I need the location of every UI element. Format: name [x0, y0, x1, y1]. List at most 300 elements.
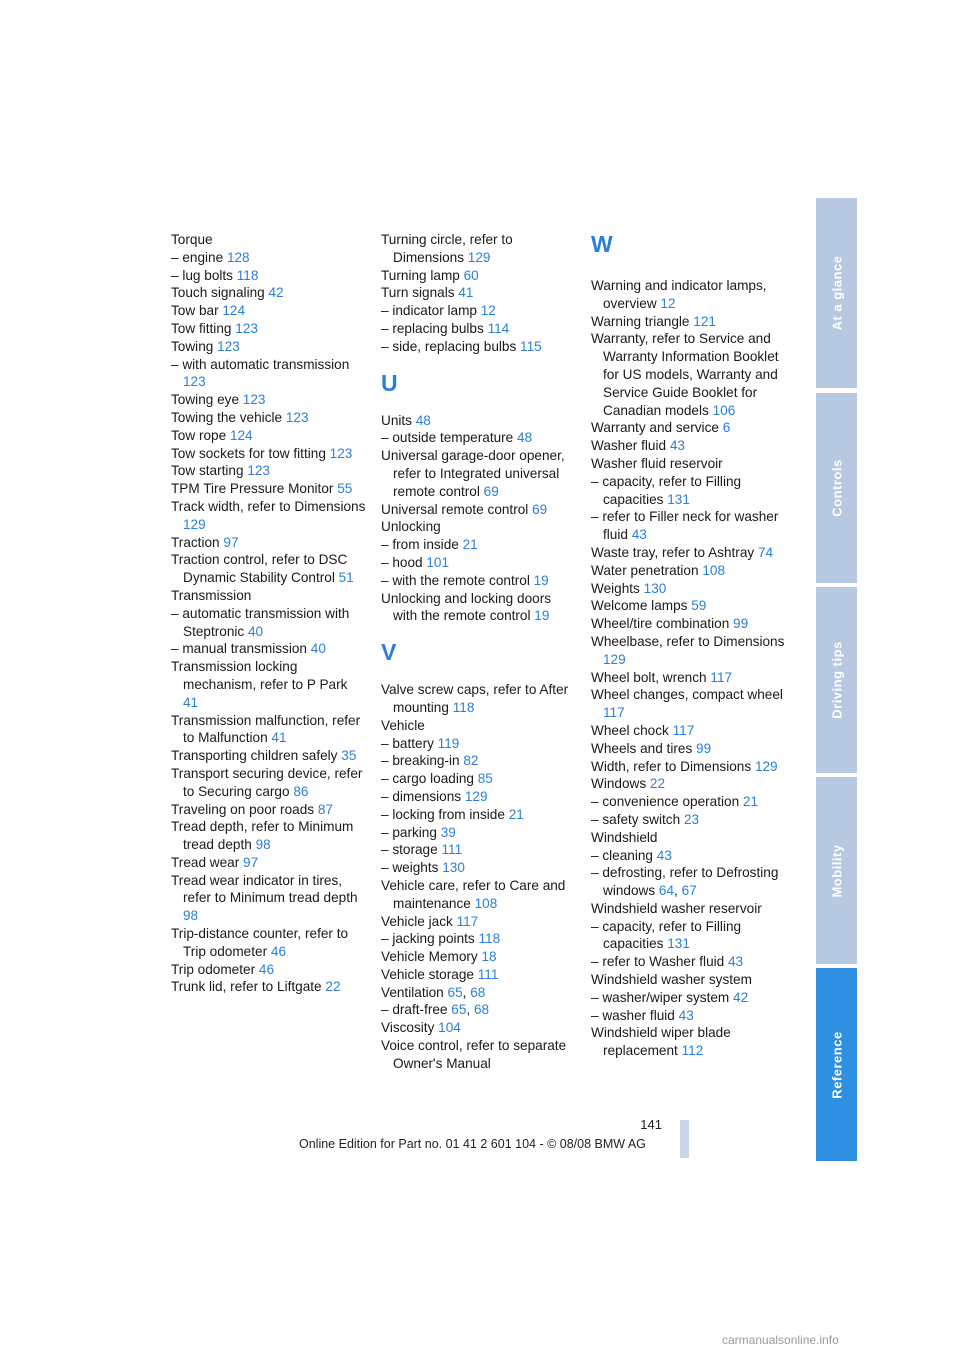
- index-term: – parking: [381, 824, 441, 840]
- index-entry: [381, 412, 576, 430]
- index-term: – lug bolts: [171, 267, 237, 283]
- page-link[interactable]: 119: [437, 735, 460, 751]
- index-entry: [381, 717, 576, 735]
- page-link[interactable]: 130: [442, 860, 465, 876]
- page-link[interactable]: 123: [235, 320, 258, 336]
- page-link[interactable]: 43: [631, 527, 647, 543]
- page-link[interactable]: 46: [270, 943, 287, 959]
- index-term: TPM Tire Pressure Monitor: [171, 481, 338, 497]
- index-term: Transporting children safely: [171, 748, 342, 764]
- index-term: Traction: [171, 534, 224, 550]
- page-link[interactable]: 85: [477, 771, 493, 787]
- page-link[interactable]: 115: [520, 338, 542, 354]
- page-link[interactable]: 43: [656, 847, 672, 863]
- page-link[interactable]: 48: [517, 430, 533, 446]
- index-term: – safety switch: [591, 811, 684, 827]
- page-link[interactable]: 41: [183, 694, 199, 710]
- index-term: Welcome lamps: [591, 598, 692, 614]
- page-link[interactable]: 42: [268, 285, 284, 301]
- index-term: Turning lamp: [381, 267, 464, 283]
- index-term: Warning and indicator lamps, overview: [591, 278, 767, 311]
- index-entry: [381, 447, 576, 500]
- index-term: – breaking-in: [381, 753, 464, 769]
- index-term: Windshield wiper blade replacement: [591, 1025, 731, 1059]
- page-link[interactable]: 117: [603, 705, 625, 721]
- page-link[interactable]: 123: [242, 392, 266, 408]
- tab-label: At a glance: [829, 255, 844, 331]
- index-term: – battery: [381, 735, 438, 751]
- index-entry: [171, 249, 366, 267]
- page-link[interactable]: 55: [337, 481, 353, 497]
- page-link[interactable]: 40: [310, 641, 326, 657]
- index-term: Tread wear: [171, 854, 244, 870]
- page-link[interactable]: 108: [474, 895, 498, 911]
- index-entry: [171, 534, 366, 552]
- section-letter: U: [381, 369, 398, 396]
- index-entry: [171, 302, 366, 320]
- page-link[interactable]: 21: [742, 794, 759, 810]
- index-term: – automatic transmission with Steptronic: [171, 605, 350, 639]
- index-entry: [381, 338, 576, 356]
- index-term: Tow fitting: [171, 320, 236, 336]
- tab-reference[interactable]: [816, 968, 857, 1161]
- index-entry: [171, 356, 366, 392]
- page-link[interactable]: 48: [415, 412, 431, 428]
- index-term: Windshield washer reservoir: [591, 900, 762, 916]
- page-link[interactable]: 40: [247, 623, 264, 639]
- page-link[interactable]: 129: [467, 249, 491, 265]
- index-term: – washer fluid: [591, 1007, 679, 1023]
- index-term: Vehicle care, refer to Care and maintenance: [381, 877, 566, 911]
- page-link[interactable]: 41: [458, 285, 474, 301]
- page-link[interactable]: 123: [329, 445, 353, 461]
- index-term: – indicator lamp: [381, 303, 481, 319]
- page-separator: ,: [462, 984, 471, 1000]
- index-entry: [591, 633, 791, 669]
- page-link[interactable]: 42: [733, 989, 749, 1005]
- page-link[interactable]: 23: [683, 811, 700, 827]
- index-entry: [591, 686, 791, 722]
- page-link[interactable]: 118: [452, 699, 475, 715]
- index-entry: [171, 658, 366, 711]
- index-term: – refer to Washer fluid: [591, 954, 728, 970]
- page-link[interactable]: 101: [426, 554, 450, 570]
- index-term: Tow bar: [171, 303, 223, 319]
- index-column-2: [381, 231, 576, 1073]
- index-term: Universal garage-door opener, refer to Integrated universal remote control: [381, 448, 565, 499]
- index-term: Touch signaling: [171, 285, 269, 301]
- index-entry: [171, 747, 366, 765]
- page-link[interactable]: 129: [183, 516, 206, 532]
- page-link[interactable]: 69: [532, 501, 548, 517]
- index-term: Wheel changes, compact wheel: [591, 687, 783, 703]
- tab-label: Reference: [829, 1030, 844, 1099]
- index-entry: [591, 330, 791, 419]
- index-entry: [171, 462, 366, 480]
- index-term: Vehicle Memory: [381, 949, 482, 965]
- page-link[interactable]: 82: [463, 753, 479, 769]
- page-link[interactable]: 130: [643, 580, 667, 596]
- index-term: Tow sockets for tow fitting: [171, 445, 330, 461]
- index-term: Washer fluid: [591, 438, 670, 454]
- page-link[interactable]: 68: [473, 1002, 490, 1018]
- index-term: – jacking points: [381, 931, 479, 947]
- page-link[interactable]: 118: [236, 267, 259, 283]
- index-term: Valve screw caps, refer to After mounting: [381, 682, 569, 715]
- page-number: 141: [640, 1117, 662, 1132]
- index-term: – storage: [381, 842, 442, 858]
- index-entry: [591, 775, 791, 793]
- index-entry: [381, 320, 576, 338]
- index-entry: [591, 1024, 791, 1060]
- index-term: Warranty, refer to Service and Warranty Information Booklet for US models, Warranty and Service Guide Booklet for Canadian models: [591, 331, 779, 418]
- index-term: Traveling on poor roads: [171, 801, 318, 817]
- page-link[interactable]: 12: [660, 295, 676, 311]
- index-term: Vehicle jack: [381, 913, 457, 929]
- page-link[interactable]: 117: [710, 669, 733, 685]
- index-entry: [381, 824, 576, 842]
- index-entry: [381, 770, 576, 788]
- index-entry: [381, 1037, 576, 1073]
- index-entry: [171, 925, 366, 961]
- page-link[interactable]: 97: [243, 854, 259, 870]
- index-term: Washer fluid reservoir: [591, 455, 723, 471]
- index-entry: [591, 829, 791, 847]
- index-entry: [591, 811, 791, 829]
- page-link[interactable]: 21: [462, 537, 478, 553]
- page-link[interactable]: 22: [325, 979, 341, 995]
- index-entry: [171, 267, 366, 285]
- index-entry: [171, 480, 366, 498]
- index-term: Transmission: [171, 587, 252, 603]
- index-entry: [591, 793, 791, 811]
- page-link[interactable]: 18: [481, 949, 497, 965]
- page-link[interactable]: 39: [440, 824, 456, 840]
- index-term: Ventilation: [381, 984, 448, 1000]
- index-entry: [381, 984, 576, 1002]
- index-entry: [381, 590, 576, 626]
- index-entry: [591, 953, 791, 971]
- footer-edition: Online Edition for Part no. 01 41 2 601 104 - © 08/08 BMW AG: [299, 1137, 646, 1151]
- index-term: – with the remote control: [381, 572, 534, 588]
- tab-label: Mobility: [829, 843, 844, 898]
- index-entry: [171, 605, 366, 641]
- index-entry: [381, 930, 576, 948]
- page-link[interactable]: 43: [669, 438, 685, 454]
- tab-driving-tips[interactable]: [816, 587, 857, 773]
- index-entry: [171, 854, 366, 872]
- page-link[interactable]: 111: [477, 966, 499, 982]
- index-term: Water penetration: [591, 562, 703, 578]
- page-link[interactable]: 123: [217, 338, 240, 354]
- index-entry: [591, 864, 791, 900]
- index-entry: [381, 267, 576, 285]
- page-link[interactable]: 86: [293, 783, 309, 799]
- index-term: Vehicle: [381, 717, 425, 733]
- index-term: Unlocking and locking doors with the remote control: [381, 590, 552, 624]
- index-entry: [381, 1019, 576, 1037]
- page-link[interactable]: 129: [464, 788, 488, 804]
- index-entry: [381, 501, 576, 519]
- index-term: Turn signals: [381, 285, 459, 301]
- index-term: Wheel chock: [591, 722, 673, 738]
- index-entry: [381, 1001, 576, 1019]
- index-entry: [381, 681, 576, 717]
- index-term: – weights: [381, 860, 443, 876]
- index-term: Tow starting: [171, 463, 248, 479]
- page-link[interactable]: 123: [247, 463, 270, 479]
- page-link[interactable]: 51: [338, 570, 354, 586]
- page-link[interactable]: 118: [478, 931, 501, 947]
- index-entry: [171, 338, 366, 356]
- index-term: – manual transmission: [171, 641, 311, 657]
- page-link[interactable]: 97: [223, 534, 239, 550]
- index-term: Tread depth, refer to Minimum tread depth: [171, 819, 354, 853]
- index-term: Trip odometer: [171, 961, 259, 977]
- page-link[interactable]: 128: [226, 249, 250, 265]
- index-entry: [381, 966, 576, 984]
- index-entry: [381, 302, 576, 320]
- index-entry: [171, 409, 366, 427]
- page-link[interactable]: 65: [451, 1002, 467, 1018]
- index-term: Track width, refer to Dimensions: [171, 498, 366, 514]
- index-entry: [171, 961, 366, 979]
- section-letter: V: [381, 639, 397, 666]
- index-entry: [171, 712, 366, 748]
- index-entry: [591, 597, 791, 615]
- page-link[interactable]: 131: [667, 936, 690, 952]
- index-entry: [381, 536, 576, 554]
- index-term: Windows: [591, 776, 650, 792]
- page-link[interactable]: 19: [533, 572, 549, 588]
- index-entry: [591, 900, 791, 918]
- page-link[interactable]: 6: [722, 420, 731, 436]
- index-entry: [591, 277, 791, 313]
- index-entry: [591, 971, 791, 989]
- index-entry: [171, 765, 366, 801]
- index-entry: [171, 498, 366, 534]
- index-entry: [591, 562, 791, 580]
- index-entry: [171, 320, 366, 338]
- page-link[interactable]: 112: [681, 1043, 704, 1059]
- index-term: Towing: [171, 338, 218, 354]
- index-entry: [381, 518, 576, 536]
- index-term: Waste tray, refer to Ashtray: [591, 544, 758, 560]
- chapter-sidebar: [816, 198, 857, 1161]
- index-term: – capacity, refer to Filling capacities: [591, 473, 742, 507]
- index-entry: [171, 445, 366, 463]
- index-entry: [381, 752, 576, 770]
- footer-accent-bar: [680, 1120, 689, 1158]
- index-term: Universal remote control: [381, 501, 533, 517]
- index-term: Trunk lid, refer to Liftgate: [171, 979, 326, 995]
- page-link[interactable]: 124: [222, 303, 246, 319]
- index-entry: [171, 391, 366, 409]
- page-link[interactable]: 129: [603, 651, 626, 667]
- page-link[interactable]: 99: [696, 740, 712, 756]
- index-term: – side, replacing bulbs: [381, 338, 521, 354]
- index-term: Width, refer to Dimensions: [591, 758, 755, 774]
- index-entry: [591, 1007, 791, 1025]
- index-term: – washer/wiper system: [591, 989, 734, 1005]
- index-term: – cargo loading: [381, 771, 478, 787]
- index-term: Traction control, refer to DSC Dynamic Stability Control: [171, 552, 348, 586]
- index-entry: [171, 978, 366, 996]
- index-entry: [381, 735, 576, 753]
- page-link[interactable]: 98: [183, 908, 199, 924]
- index-term: Tread wear indicator in tires, refer to Minimum tread depth: [171, 872, 358, 906]
- index-term: Transmission malfunction, refer to Malfunction: [171, 712, 361, 746]
- index-entry: [171, 231, 366, 249]
- index-term: – refer to Filler neck for washer fluid: [591, 509, 779, 543]
- page-link[interactable]: 108: [702, 562, 726, 578]
- index-term: – with automatic transmission: [171, 356, 350, 372]
- watermark: carmanualsonline.info: [722, 1333, 839, 1347]
- page-link[interactable]: 35: [341, 748, 357, 764]
- index-term: Voice control, refer to separate Owner's Manual: [381, 1038, 567, 1071]
- page-link[interactable]: 117: [456, 913, 479, 929]
- page-link[interactable]: 104: [438, 1020, 461, 1036]
- index-term: Vehicle storage: [381, 966, 478, 982]
- index-term: Towing the vehicle: [171, 409, 286, 425]
- page-link[interactable]: 64: [658, 883, 675, 899]
- page-link[interactable]: 87: [317, 801, 333, 817]
- index-entry: [591, 419, 791, 437]
- page-link[interactable]: 60: [463, 267, 479, 283]
- page-link[interactable]: 68: [470, 984, 486, 1000]
- page-link[interactable]: 43: [678, 1007, 694, 1023]
- index-term: – engine: [171, 249, 227, 265]
- page-link[interactable]: 22: [649, 776, 666, 792]
- index-entry: [591, 508, 791, 544]
- index-term: – capacity, refer to Filling capacities: [591, 918, 742, 952]
- index-entry: [381, 572, 576, 590]
- index-entry: [381, 859, 576, 877]
- page-link[interactable]: 69: [483, 483, 499, 499]
- index-term: Warranty and service: [591, 420, 723, 436]
- index-term: Transport securing device, refer to Securing cargo: [171, 765, 363, 799]
- page-link[interactable]: 98: [255, 837, 271, 853]
- tab-mobility[interactable]: [816, 777, 857, 964]
- index-term: Wheel bolt, wrench: [591, 669, 711, 685]
- page-link[interactable]: 21: [508, 806, 524, 822]
- page-link[interactable]: 67: [681, 883, 697, 899]
- index-entry: [171, 284, 366, 302]
- index-term: – outside temperature: [381, 430, 518, 446]
- tab-label: Controls: [829, 459, 844, 517]
- index-entry: [591, 918, 791, 954]
- index-term: – hood: [381, 554, 427, 570]
- index-term: Wheels and tires: [591, 740, 697, 756]
- page-link[interactable]: 41: [271, 730, 287, 746]
- page-link[interactable]: 46: [258, 961, 275, 977]
- page-link[interactable]: 74: [757, 544, 774, 560]
- index-term: – replacing bulbs: [381, 320, 488, 336]
- index-term: – cleaning: [591, 847, 657, 863]
- page-link[interactable]: 129: [754, 758, 778, 774]
- page-link[interactable]: 12: [480, 303, 496, 319]
- index-entry: [591, 722, 791, 740]
- index-entry: [381, 877, 576, 913]
- page-link[interactable]: 111: [441, 842, 463, 858]
- index-entry: [381, 788, 576, 806]
- index-term: Units: [381, 412, 416, 428]
- index-term: – from inside: [381, 537, 463, 553]
- page-link[interactable]: 65: [447, 984, 463, 1000]
- index-entry: [171, 801, 366, 819]
- page-link[interactable]: 123: [285, 409, 309, 425]
- index-entry: [381, 948, 576, 966]
- index-entry: [171, 427, 366, 445]
- index-entry: [591, 740, 791, 758]
- page-link[interactable]: 114: [487, 320, 510, 336]
- index-entry: [171, 551, 366, 587]
- index-term: – draft-free: [381, 1002, 452, 1018]
- page-separator: ,: [674, 883, 682, 899]
- tab-at-a-glance[interactable]: [816, 198, 857, 388]
- index-term: Weights: [591, 580, 644, 596]
- tab-label: Driving tips: [829, 641, 844, 719]
- index-term: Transmission locking mechanism, refer to P Park: [171, 659, 348, 692]
- index-entry: [171, 587, 366, 605]
- index-term: Wheelbase, refer to Dimensions: [591, 633, 785, 649]
- page-link[interactable]: 131: [667, 491, 690, 507]
- index-entry: [591, 615, 791, 633]
- index-entry: [591, 669, 791, 687]
- index-entry: [591, 437, 791, 455]
- index-entry: [171, 818, 366, 854]
- index-entry: [381, 429, 576, 447]
- index-term: Windshield: [591, 829, 658, 845]
- index-entry: [591, 473, 791, 509]
- page-link[interactable]: 43: [728, 954, 744, 970]
- index-term: Viscosity: [381, 1020, 439, 1036]
- page-link[interactable]: 59: [691, 598, 707, 614]
- page-link[interactable]: 19: [534, 608, 550, 624]
- index-column-1: [171, 231, 366, 996]
- index-term: Turning circle, refer to Dimensions: [381, 232, 513, 265]
- index-entry: [381, 841, 576, 859]
- page-link[interactable]: 106: [712, 402, 736, 418]
- index-entry: [591, 847, 791, 865]
- index-column-3: [591, 231, 791, 1060]
- index-entry: [381, 806, 576, 824]
- page-link[interactable]: 99: [733, 616, 749, 632]
- page-link[interactable]: 123: [183, 374, 206, 390]
- index-term: – locking from inside: [381, 806, 509, 822]
- index-term: Trip-distance counter, refer to Trip odometer: [171, 926, 349, 959]
- index-entry: [591, 758, 791, 776]
- index-term: – convenience operation: [591, 794, 743, 810]
- index-entry: [591, 580, 791, 598]
- page-link[interactable]: 124: [229, 427, 253, 443]
- index-entry: [171, 640, 366, 658]
- index-entry: [591, 313, 791, 331]
- index-entry: [591, 989, 791, 1007]
- index-term: Windshield washer system: [591, 972, 752, 988]
- index-term: Tow rope: [171, 427, 230, 443]
- index-term: Towing eye: [171, 392, 243, 408]
- tab-controls[interactable]: [816, 393, 857, 583]
- index-term: Unlocking: [381, 519, 441, 535]
- index-term: – defrosting, refer to Defrosting windows: [591, 865, 779, 899]
- index-term: Wheel/tire combination: [591, 616, 734, 632]
- index-entry: [381, 231, 576, 267]
- index-entry: [171, 872, 366, 925]
- page-link[interactable]: 117: [672, 722, 695, 738]
- index-entry: [381, 554, 576, 572]
- page-link[interactable]: 121: [693, 313, 716, 329]
